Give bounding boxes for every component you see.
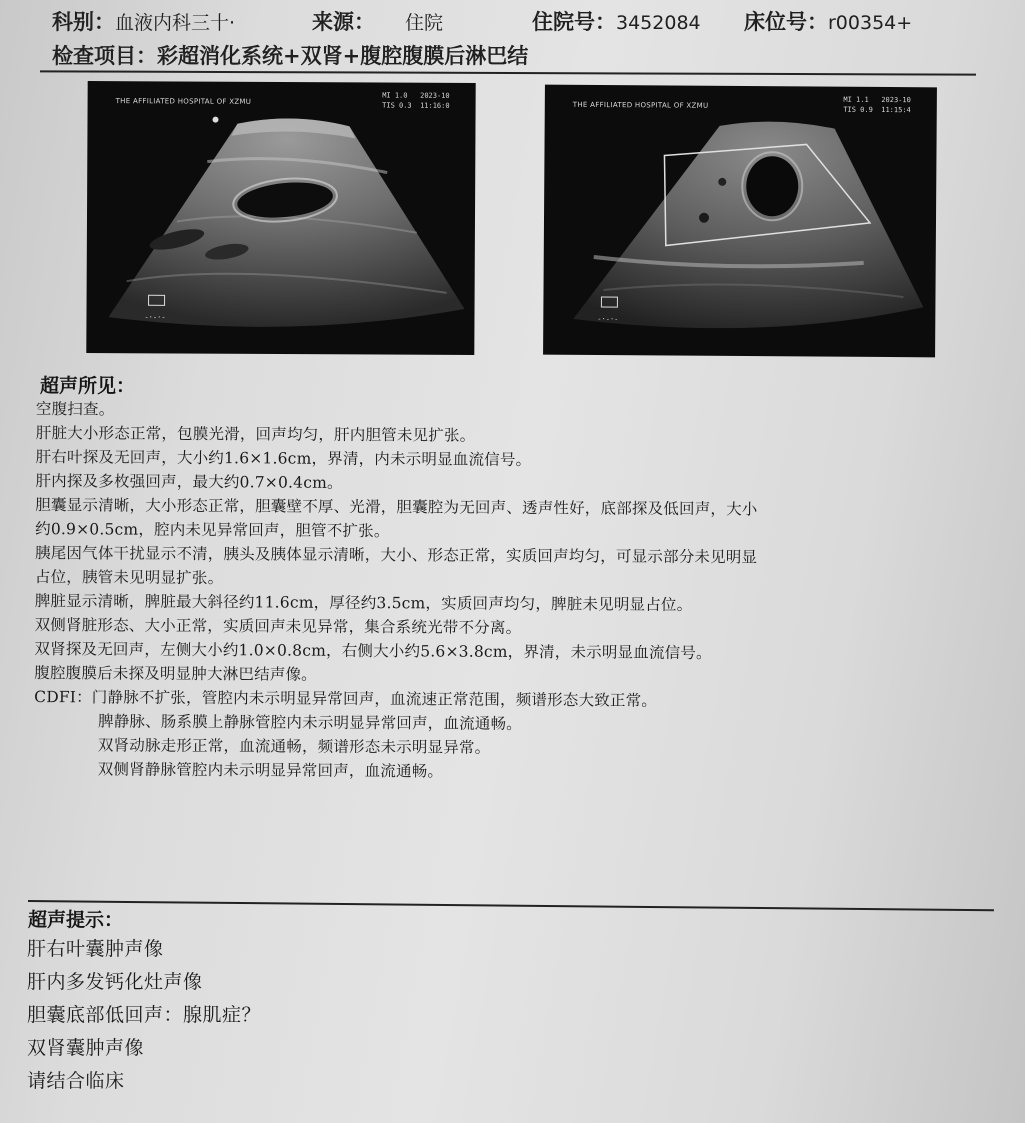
source-label: 来源： — [312, 9, 375, 34]
conclusion-line: 双肾囊肿声像 — [27, 1037, 145, 1059]
findings-line: 腹腔腹膜后未探及明显肿大淋巴结声像。 — [34, 663, 317, 684]
bed-number-field — [744, 6, 912, 36]
source-field — [312, 6, 443, 36]
svg-text:-·-·-: -·-·- — [597, 315, 619, 324]
findings-line: 空腹扫查。 — [35, 399, 115, 419]
conclusion-body — [27, 933, 261, 1098]
findings-line-indented: 双侧肾静脉管腔内未示明显异常回声，血流通畅。 — [97, 760, 444, 781]
department-field — [52, 6, 235, 36]
findings-line-indented: 脾静脉、肠系膜上静脉管腔内未示明显异常回声，血流通畅。 — [97, 712, 522, 733]
section-divider — [28, 900, 994, 911]
findings-line: 肝脏大小形态正常，包膜光滑，回声均匀，肝内胆管未见扩张。 — [35, 423, 476, 445]
admission-number-label: 住院号： — [532, 9, 616, 34]
findings-line: 肝内探及多枚强回声，最大约0.7×0.4cm。 — [35, 471, 343, 492]
findings-body — [34, 397, 986, 787]
bed-number-label: 床位号： — [744, 9, 828, 34]
svg-text:-·-·-: -·-·- — [144, 313, 166, 322]
exam-item-label: 检查项目： — [52, 43, 157, 68]
conclusion-line: 肝右叶囊肿声像 — [27, 938, 164, 960]
findings-line: 胆囊显示清晰，大小形态正常，胆囊壁不厚、光滑，胆囊腔为无回声、透声性好，底部探及低回声，大小 — [35, 495, 758, 519]
ultrasound-scan-1 — [86, 81, 475, 355]
image-2-caption: THE AFFILIATED HOSPITAL OF XZMU — [572, 100, 709, 110]
exam-item-value: 彩超消化系统+双肾+腹腔腹膜后淋巴结 — [157, 43, 529, 68]
conclusion-line: 胆囊底部低回声：腺肌症？ — [27, 1004, 262, 1026]
conclusion-line: 请结合临床 — [27, 1070, 125, 1092]
findings-line: 胰尾因气体干扰显示不清，胰头及胰体显示清晰，大小、形态正常，实质回声均匀，可显示部分未见明显 — [34, 543, 758, 567]
findings-line: 肝右叶探及无回声，大小约1.6×1.6cm，界清，内未示明显血流信号。 — [35, 447, 532, 470]
exam-item-field — [52, 40, 528, 70]
bed-number-value: r00354+ — [828, 12, 913, 34]
admission-number-field — [532, 6, 701, 36]
ultrasound-image-2 — [543, 85, 937, 358]
image-1-caption: THE AFFILIATED HOSPITAL OF XZMU — [115, 97, 252, 106]
department-value: 血液内科三十· — [115, 12, 236, 34]
findings-line: 双侧肾脏形态、大小正常，实质回声未见异常，集合系统光带不分离。 — [34, 615, 522, 637]
findings-line: 双肾探及无回声，左侧大小约1.0×0.8cm，右侧大小约5.6×3.8cm，界清，未示明显血流信号。 — [34, 639, 712, 663]
image-1-meta: MI 1.0 2023-10 TIS 0.3 11:16:0 — [382, 91, 450, 110]
conclusion-line: 肝内多发钙化灶声像 — [27, 971, 203, 993]
findings-line: 脾脏显示清晰，脾脏最大斜径约11.6cm，厚径约3.5cm，实质回声均匀，脾脏未见明显占位。 — [34, 591, 693, 615]
findings-title: 超声所见： — [40, 375, 136, 397]
ultrasound-scan-2 — [543, 85, 937, 358]
ultrasound-image-1 — [86, 81, 475, 355]
findings-line: 占位，胰管未见明显扩张。 — [34, 567, 224, 588]
findings-line: 约0.9×0.5cm，腔内未见异常回声，胆管不扩张。 — [35, 519, 390, 541]
findings-line-indented: 双肾动脉走形正常，血流通畅，频谱形态未示明显异常。 — [97, 736, 491, 757]
header-divider — [40, 70, 976, 75]
conclusion-title: 超声提示： — [28, 909, 124, 931]
department-label: 科别： — [52, 9, 115, 34]
source-value: 住院 — [405, 12, 444, 34]
image-2-meta: MI 1.1 2023-10 TIS 0.9 11:15:4 — [843, 95, 911, 115]
admission-number-value: 3452084 — [616, 12, 701, 34]
findings-line: CDFI：门静脉不扩张，管腔内未示明显异常回声，血流速正常范围，频谱形态大致正常。 — [34, 687, 658, 710]
